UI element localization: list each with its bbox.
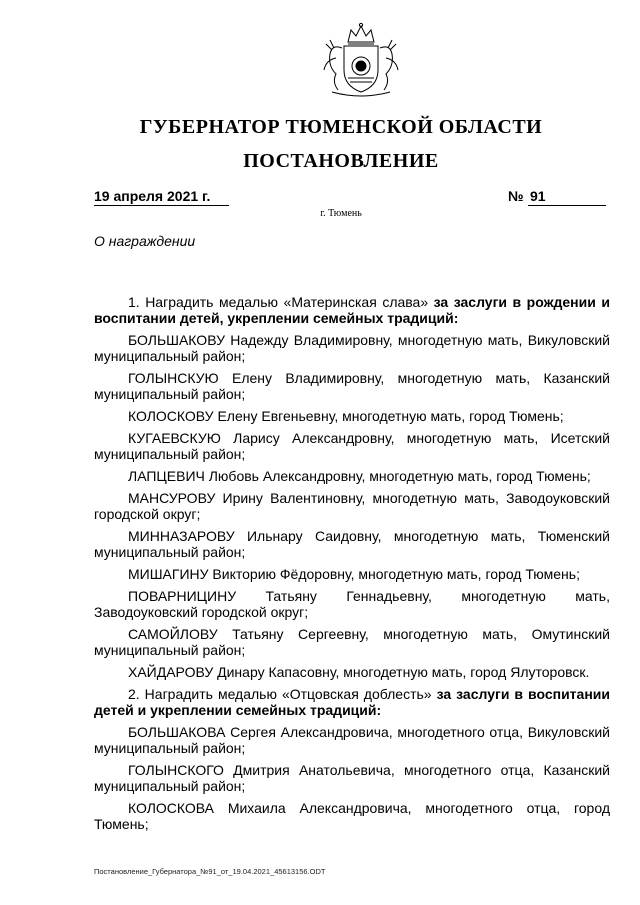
clause-heading [94,686,610,718]
file-footer: Постановление_Губернатора_№91_от_19.04.2021_45613156.ODT [94,867,326,876]
award-entry: ГОЛЫНСКУЮ Елену Владимировну, многодетную мать, Казанский муниципальный район; [94,370,610,402]
document-number: 91 [528,188,606,206]
award-entry: САМОЙЛОВУ Татьяну Сергеевну, многодетную мать, Омутинский муниципальный район; [94,626,610,658]
award-entry: КОЛОСКОВУ Елену Евгеньевну, многодетную мать, город Тюмень; [128,408,564,424]
award-entry: КУГАЕВСКУЮ Ларису Александровну, многодетную мать, Исетский муниципальный район; [94,430,610,462]
award-entry: БОЛЬШАКОВУ Надежду Владимировну, многодетную мать, Викуловский муниципальный район; [94,332,610,364]
coat-of-arms-emblem [318,22,404,98]
clause-heading-text: 1. Наградить медалью «Материнская слава» [128,294,434,310]
document-city: г. Тюмень [320,208,362,219]
award-entry: БОЛЬШАКОВА Сергея Александровича, многодетного отца, Викуловский муниципальный район; [94,724,610,756]
number-label: № [508,188,524,204]
authority-title: ГУБЕРНАТОР ТЮМЕНСКОЙ ОБЛАСТИ [139,116,543,138]
award-entry: МАНСУРОВУ Ирину Валентиновну, многодетную мать, Заводоуковский городской округ; [94,490,610,522]
award-entry: ГОЛЫНСКОГО Дмитрия Анатольевича, многодетного отца, Казанский муниципальный район; [94,762,610,794]
award-entry: ХАЙДАРОВУ Динару Капасовну, многодетную мать, город Ялуторовск. [128,664,590,680]
award-entry: ЛАПЦЕВИЧ Любовь Александровну, многодетную мать, город Тюмень; [128,468,591,484]
clause-heading [94,294,610,326]
award-entry: МИШАГИНУ Викторию Фёдоровну, многодетную мать, город Тюмень; [128,566,580,582]
document-body [94,294,610,838]
award-entry: МИННАЗАРОВУ Ильнару Саидовну, многодетную мать, Тюменский муниципальный район; [94,528,610,560]
clause-heading-text: 2. Наградить медалью «Отцовская доблесть» [128,686,437,702]
award-entry: ПОВАРНИЦИНУ Татьяну Геннадьевну, многодетную мать, Заводоуковский городской округ; [94,588,610,620]
document-type-title: ПОСТАНОВЛЕНИЕ [243,150,439,172]
document-date: 19 апреля 2021 г. [94,188,229,206]
clause-heading-bold: за заслуги в воспитании детей и укреплении семейных традиций: [94,686,610,718]
clause-heading-bold: за заслуги в рождении и воспитании детей, укреплении семейных традиций: [94,294,610,326]
award-entry: КОЛОСКОВА Михаила Александровича, многодетного отца, город Тюмень; [94,800,610,832]
document-subject: О награждении [94,233,196,249]
